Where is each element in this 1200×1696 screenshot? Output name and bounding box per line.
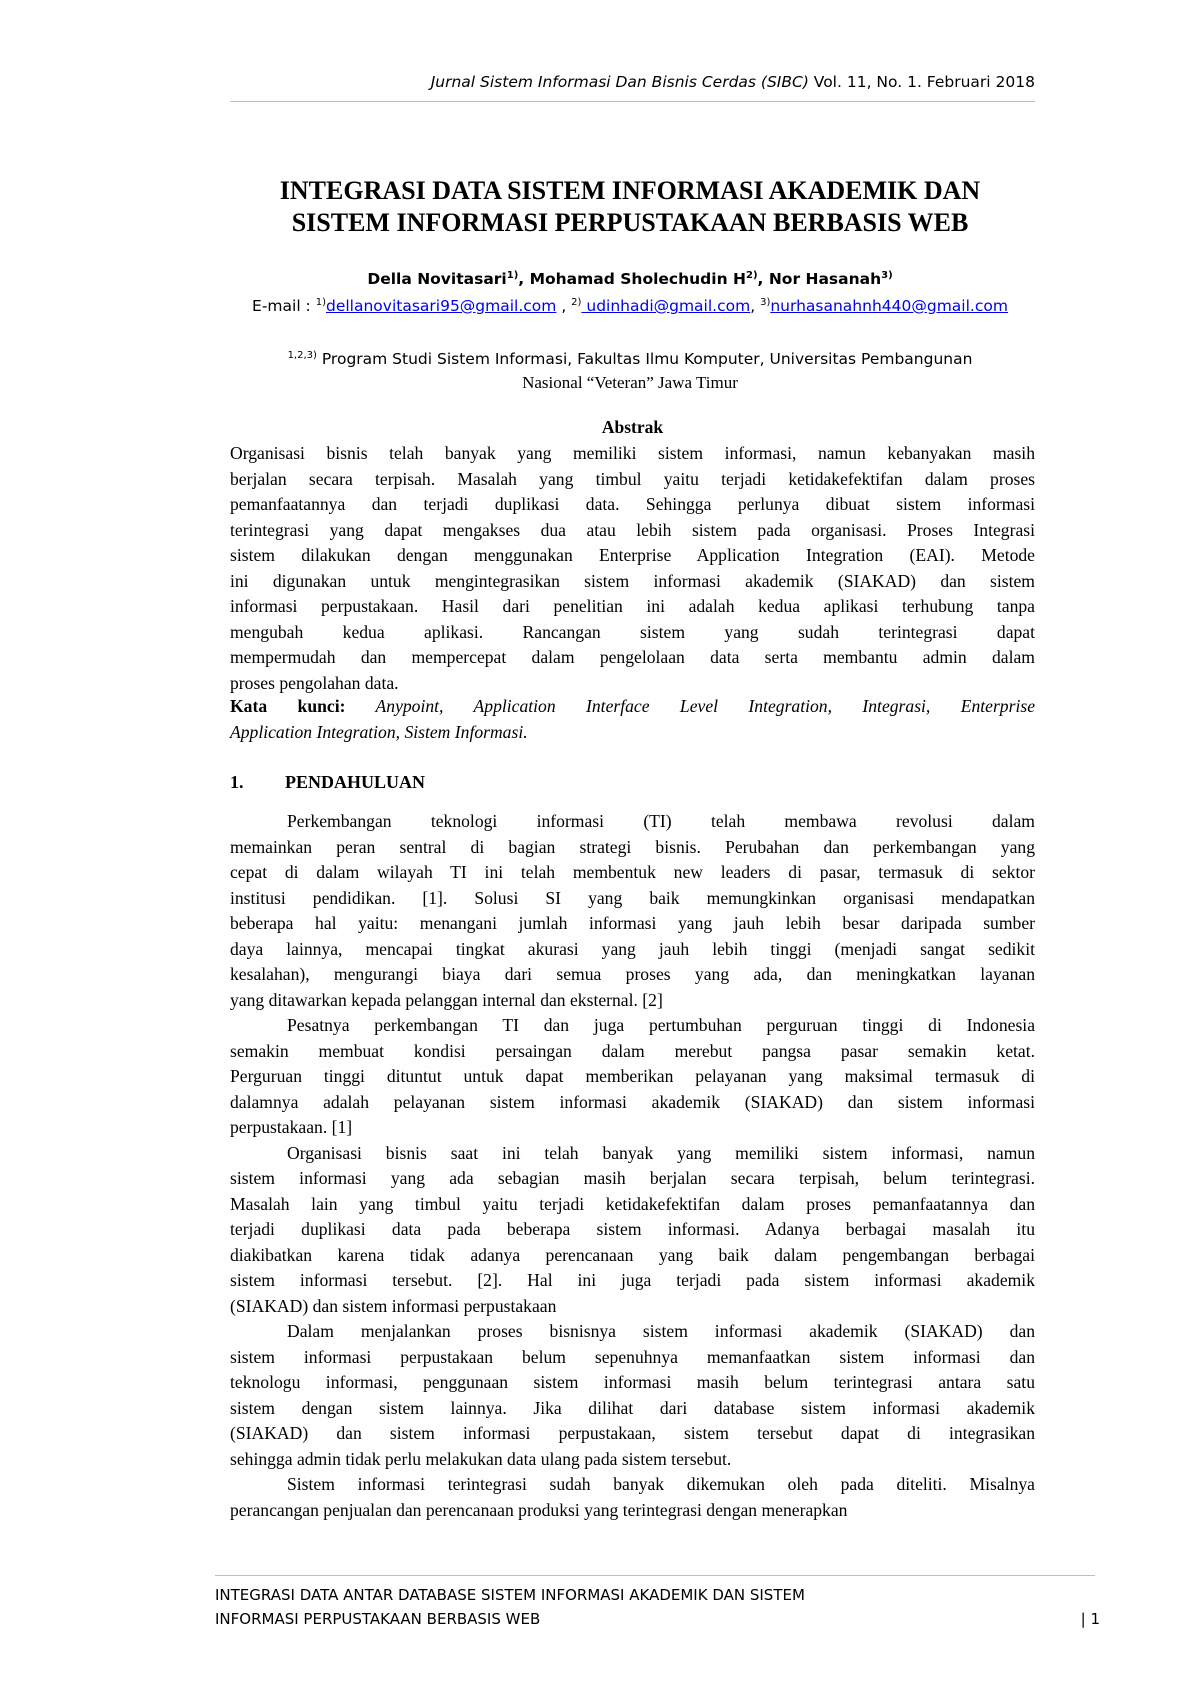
abstract-line: proses pengolahan data. [230, 672, 399, 693]
affiliation-mark: 1,2,3) [287, 349, 317, 361]
paragraph-line: Masalah lain yang timbul yaitu terjadi ketidakefektifan dalam proses pemanfaatannya dan [230, 1193, 1035, 1214]
author-mark: 2) [746, 269, 758, 281]
email-separator: , [750, 297, 761, 315]
keywords-text: Anypoint, Application Interface Level Integration, Integrasi, Enterprise [345, 696, 1035, 716]
author-name: Nor Hasanah [768, 270, 882, 288]
email-prefix: E-mail : [252, 297, 316, 315]
email-separator: , [556, 297, 572, 315]
author-mark: 1) [506, 269, 519, 281]
paragraph-line: yang ditawarkan kepada pelanggan internal dan eksternal. [2] [230, 989, 663, 1010]
abstract-line: mengubah kedua aplikasi. Rancangan sistem yang sudah terintegrasi dapat [230, 621, 1035, 642]
footer [215, 1583, 1015, 1631]
section-body [230, 809, 1035, 1523]
email-mark: 3) [760, 296, 771, 308]
abstract-heading: Abstrak [601, 417, 664, 437]
footer-rule [215, 1575, 1095, 1576]
affiliation-text: Program Studi Sistem Informasi, Fakultas Ilmu Komputer, Universitas Pembangunan [316, 350, 973, 368]
author-mark: 3) [881, 269, 893, 281]
header-rule [230, 101, 1035, 102]
keywords [230, 694, 1035, 745]
abstract-body [230, 441, 1035, 696]
journal-volume: Vol. 11, No. 1. Februari 2018 [808, 73, 1035, 91]
affiliation-line [260, 347, 1000, 371]
paragraph-line: dalamnya adalah pelayanan sistem informasi akademik (SIAKAD) dan sistem informasi [230, 1091, 1035, 1112]
paragraph-line: sehingga admin tidak perlu melakukan data ulang pada sistem tersebut. [230, 1448, 732, 1469]
author-separator: , [518, 270, 530, 288]
affiliation [260, 347, 1000, 395]
paragraph-line: terjadi duplikasi data pada beberapa sistem informasi. Adanya berbagai masalah itu [230, 1219, 1035, 1239]
keywords-line [230, 720, 1035, 746]
paragraph-line: cepat di dalam wilayah TI ini telah membentuk new leaders di pasar, termasuk di sektor [230, 862, 1035, 882]
paragraph-line: daya lainnya, mencapai tingkat akurasi yang jauh lebih tinggi (menjadi sangat sedikit [230, 938, 1035, 959]
paragraph-line: semakin membuat kondisi persaingan dalam merebut pangsa pasar semakin ketat. [230, 1040, 1035, 1061]
paragraph-line: beberapa hal yaitu: menangani jumlah informasi yang jauh lebih besar daripada sumber [230, 913, 1035, 933]
email-link[interactable]: dellanovitasari95@gmail.com [325, 297, 557, 315]
section-heading [230, 770, 425, 794]
paragraph-line: sistem informasi yang ada sebagian masih berjalan secara terpisah, belum terintegrasi. [230, 1168, 1035, 1188]
abstract-line: sistem dilakukan dengan menggunakan Enterprise Application Integration (EAI). Metode [230, 545, 1035, 565]
section-number: 1. [230, 772, 244, 792]
email-mark: 1) [315, 296, 326, 308]
paragraph-line: perancangan penjualan dan perencanaan produksi yang terintegrasi dengan menerapkan [230, 1499, 848, 1520]
paper-title [200, 175, 1060, 239]
paragraph-line: Dalam menjalankan proses bisnisnya sistem informasi akademik (SIAKAD) dan [287, 1321, 1035, 1341]
paragraph-line: kesalahan), mengurangi biaya dari semua proses yang ada, dan meningkatkan layanan [230, 964, 1035, 984]
abstract-line: ini digunakan untuk mengintegrasikan sistem informasi akademik (SIAKAD) dan sistem [230, 570, 1035, 591]
email-link[interactable]: udinhadi@gmail.com [581, 297, 751, 315]
email-link[interactable]: nurhasanahnh440@gmail.com [770, 297, 1008, 315]
footer-line: INTEGRASI DATA ANTAR DATABASE SISTEM INFORMASI AKADEMIK DAN SISTEM [215, 1586, 805, 1604]
paragraph-line: (SIAKAD) dan sistem informasi perpustakaan [230, 1295, 557, 1316]
paragraph-line: perpustakaan. [1] [230, 1117, 353, 1137]
email-mark: 2) [571, 296, 582, 308]
paragraph-line: memainkan peran sentral di bagian strategi bisnis. Perubahan dan perkembangan yang [230, 836, 1035, 857]
keywords-line [230, 694, 1035, 720]
paragraph-line: sistem informasi perpustakaan belum sepenuhnya memanfaatkan sistem informasi dan [230, 1346, 1035, 1367]
abstract-line: mempermudah dan mempercepat dalam pengelolaan data serta membantu admin dalam [230, 647, 1035, 667]
author-name: Mohamad Sholechudin H [529, 270, 746, 288]
author-name: Della Novitasari [367, 270, 507, 288]
journal-name: Jurnal Sistem Informasi Dan Bisnis Cerdas (SIBC) [430, 73, 809, 91]
email-line [200, 296, 1060, 316]
keywords-text: Application Integration, Sistem Informasi. [230, 721, 528, 742]
section-title: PENDAHULUAN [285, 772, 426, 792]
paragraph-line: teknologu informasi, penggunaan sistem informasi masih belum terintegrasi antara satu [230, 1372, 1035, 1392]
paragraph-line: Sistem informasi terintegrasi sudah banyak dikemukan oleh pada diteliti. Misalnya [287, 1474, 1035, 1494]
paragraph-line: (SIAKAD) dan sistem informasi perpustakaan, sistem tersebut dapat di integrasikan [230, 1423, 1035, 1443]
abstract-line: terintegrasi yang dapat mengakses dua atau lebih sistem pada organisasi. Proses Integrasi [230, 519, 1035, 540]
abstract-line: pemanfaatannya dan terjadi duplikasi data. Sehingga perlunya dibuat sistem informasi [230, 494, 1035, 514]
abstract-line: Organisasi bisnis telah banyak yang memiliki sistem informasi, namun kebanyakan masih [230, 443, 1035, 463]
paragraph-line: diakibatkan karena tidak adanya perencanaan yang baik dalam pengembangan berbagai [230, 1244, 1035, 1265]
running-header [230, 72, 1035, 92]
paragraph-line: institusi pendidikan. [1]. Solusi SI yang baik memungkinkan organisasi mendapatkan [230, 887, 1035, 908]
paragraph-line: sistem informasi tersebut. [2]. Hal ini juga terjadi pada sistem informasi akademik [230, 1270, 1035, 1290]
author-separator: , [757, 270, 769, 288]
author-list [200, 269, 1060, 289]
footer-line: INFORMASI PERPUSTAKAAN BERBASIS WEB [215, 1610, 541, 1628]
paragraph-line: Organisasi bisnis saat ini telah banyak yang memiliki sistem informasi, namun [287, 1142, 1035, 1163]
title-line: SISTEM INFORMASI PERPUSTAKAAN BERBASIS WEB [291, 208, 969, 237]
abstract-line: informasi perpustakaan. Hasil dari penelitian ini adalah kedua aplikasi terhubung tanpa [230, 596, 1035, 616]
paragraph-line: sistem dengan sistem lainnya. Jika dilihat dari database sistem informasi akademik [230, 1397, 1035, 1418]
paragraph-line: Perkembangan teknologi informasi (TI) telah membawa revolusi dalam [287, 811, 1035, 831]
abstract-line: berjalan secara terpisah. Masalah yang timbul yaitu terjadi ketidakefektifan dalam proses [230, 468, 1035, 489]
paragraph-line: Perguruan tinggi dituntut untuk dapat memberikan pelayanan yang maksimal termasuk di [230, 1066, 1035, 1086]
paragraph-line: Pesatnya perkembangan TI dan juga pertumbuhan perguruan tinggi di Indonesia [287, 1015, 1035, 1035]
affiliation-line: Nasional “Veteran” Jawa Timur [522, 373, 738, 392]
page-number: | 1 [1080, 1610, 1100, 1628]
keywords-label: Kata kunci: [230, 696, 346, 716]
title-line: INTEGRASI DATA SISTEM INFORMASI AKADEMIK DAN [279, 176, 981, 205]
